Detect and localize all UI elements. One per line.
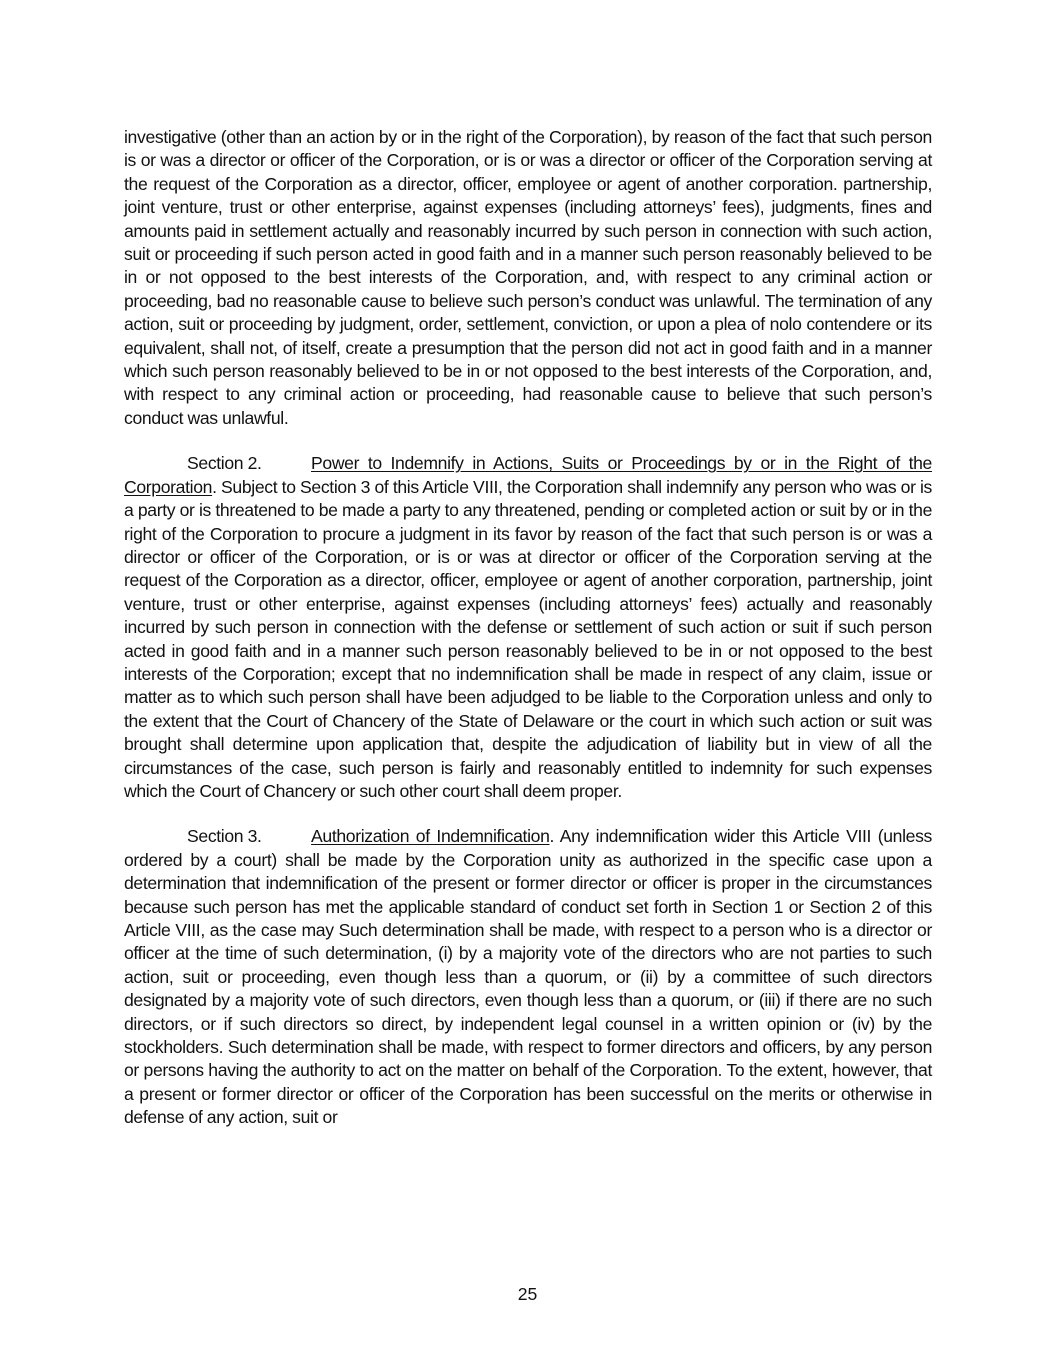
section-2-heading: Power to Indemnify in Actions, Suits or Proceedings by or in the Right of the Corporation xyxy=(124,453,932,497)
section-3-text: Any indemnification wider this Article VIII (unless ordered by a court) shall be made by the Corporation unity as authorized in the specific case upon a determination that indemnification of the present or former director or officer is proper in the circumstances because such person has met the applicable standard of conduct set forth in Section 1 or Section 2 of this Article VIII, as the case may Such determination shall be made, with respect to a person who is a director or officer at the time of such determination, (i) by a majority vote of the directors who are not parties to such action, suit or proceeding, even though less than a quorum, or (ii) by a committee of such directors designated by a majority vote of such directors, even though less than a quorum, or (iii) if there are no such directors, or if such directors so direct, by independent legal counsel in a written opinion or (iv) by the stockholders. Such determination shall be made, with respect to former directors and officers, by any person or persons having the authority to act on the matter on behalf of the Corporation. To the extent, however, that a present or former director or officer of the Corporation has been successful on the merits or otherwise in defense of any action, suit or xyxy=(124,826,932,1128)
section-2-number: Section 2. xyxy=(187,453,262,474)
section-2-text: Subject to Section 3 of this Article VIII, the Corporation shall indemnify any person who was or is a party or is threatened to be made a party to any threatened, pending or completed action or suit by or in the right of the Corporation to procure a judgment in its favor by reason of the fact that such person is or was a director or officer of the Corporation, or is or was at director or officer of the Corporation serving at the request of the Corporation as a director, officer, employee or agent of another corporation, partnership, joint venture, trust or other enterprise, against expenses (including attorneys’ fees) actually and reasonably incurred by such person in connection with the defense or settlement of such action or suit if such person acted in good faith and in a manner such person reasonably believed to be in or not opposed to the best interests of the Corporation; except that no indemnification shall be made in respect of any claim, issue or matter as to which such person shall have been adjudged to be liable to the Corporation unless and only to the extent that the Court of Chancery of the State of Delaware or the court in which such action or suit was brought shall determine upon application that, despite the adjudication of liability but in view of all the circumstances of the case, such person is fairly and reasonably entitled to indemnity for such expenses which the Court of Chancery or such other court shall deem proper. xyxy=(124,476,932,801)
document-body xyxy=(124,126,932,1152)
section-3-heading-end: . xyxy=(549,826,555,847)
section-2-heading-end: . xyxy=(212,476,217,497)
page-number: 25 xyxy=(517,1284,538,1304)
section-3-heading: Authorization of Indemnification xyxy=(311,826,550,847)
section-3-number: Section 3. xyxy=(187,826,262,847)
opening-paragraph: investigative (other than an action by or in the right of the Corporation), by reason of the fact that such person is or was a director or officer of the Corporation, or is or was a director or officer of the Corporation serving at the request of the Corporation as a director, officer, employee or agent of another corporation. partnership, joint venture, trust or other enterprise, against expenses (including attorneys’ fees), judgments, fines and amounts paid in settlement actually and reasonably incurred by such person in connection with such action, suit or proceeding if such person acted in good faith and in a manner such person reasonably believed to be in or not opposed to the best interests of the Corporation, and, with respect to any criminal action or proceeding, bad no reasonable cause to believe such person’s conduct was unlawful. The termination of any action, suit or proceeding by judgment, order, settlement, conviction, or upon a plea of nolo contendere or its equivalent, shall not, of itself, create a presumption that the person did not act in good faith and in a manner which such person reasonably believed to be in or not opposed to the best interests of the Corporation, and, with respect to any criminal action or proceeding, had reasonable cause to believe that such person’s conduct was unlawful. xyxy=(124,127,932,428)
section-2-paragraph xyxy=(124,452,932,803)
section-3-paragraph xyxy=(124,825,932,1129)
